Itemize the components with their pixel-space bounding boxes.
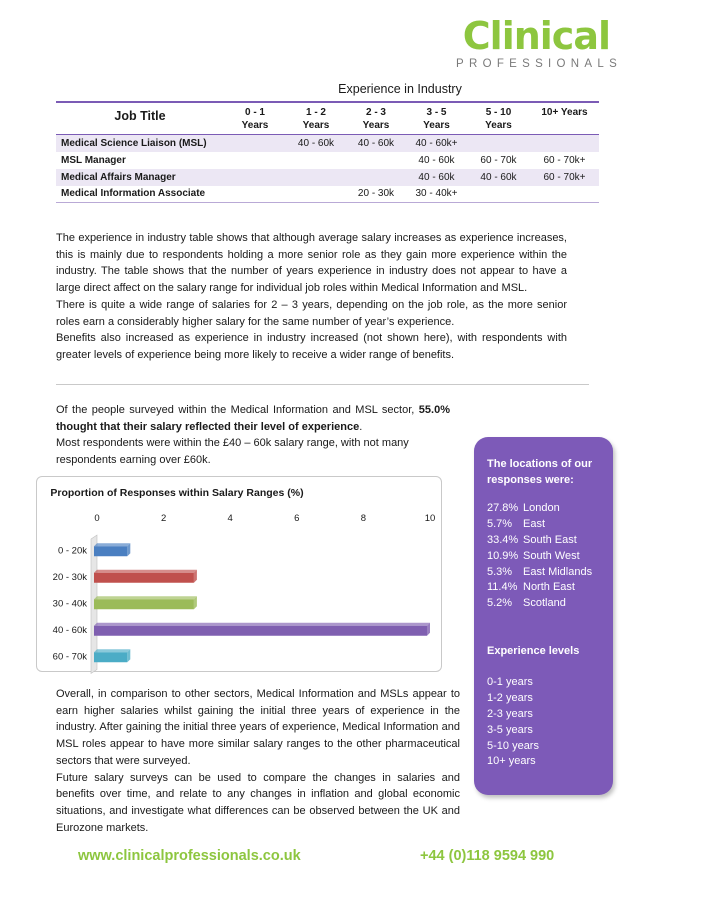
experience-table-header-row xyxy=(56,102,599,135)
survey-line-2: Most respondents were within the £40 – 60k salary range, with not many respondents earning over £60k. xyxy=(56,437,409,467)
experience-item xyxy=(487,754,709,770)
column-header: 2 - 3 Years xyxy=(362,107,390,131)
experience-years: 1-2 years xyxy=(487,691,533,704)
intro-paragraph: There is quite a wide range of salaries for 2 – 3 years, depending on the job role, as the more senior roles earn a considerably higher salary for the same number of year’s experience. xyxy=(56,298,567,328)
brand-tagline: PROFESSIONALS xyxy=(456,58,623,70)
column-header: 1 - 2 Years xyxy=(302,107,330,131)
experience-pct: 11.1% xyxy=(678,707,709,720)
experience-pct: 16.7% xyxy=(677,739,709,752)
y-tick-label: 30 - 40k xyxy=(52,598,87,610)
salary-cell: 40 - 60k xyxy=(346,135,406,152)
experience-item xyxy=(487,707,709,723)
column-header: 0 - 1 Years xyxy=(241,107,269,131)
bar-top-face xyxy=(94,543,130,546)
bar-60-70k xyxy=(94,652,127,662)
location-item xyxy=(487,549,602,565)
bar-40-60k xyxy=(94,626,427,636)
x-tick-label: 4 xyxy=(227,513,233,524)
location-place: North East xyxy=(523,581,575,594)
location-pct: 10.9% xyxy=(487,549,519,562)
table-row xyxy=(56,135,599,152)
salary-cell xyxy=(467,135,530,152)
overall-paragraph: Overall, in comparison to other sectors, Medical Information and MSLs appear to earn higher salaries whilst gaining the initial three years of experience in the industry. After gaining the initial three years of experience, Medical Information and MSL roles appear to have more similar salary ranges to the other pharmaceutical sectors that were surveyed. xyxy=(56,688,460,767)
location-item xyxy=(487,565,602,581)
job-title-cell: Medical Affairs Manager xyxy=(56,169,224,186)
y-tick-label: 20 - 30k xyxy=(52,571,87,583)
salary-cell: 20 - 30k xyxy=(357,188,395,200)
intro-text xyxy=(56,230,567,364)
table-row xyxy=(56,152,599,169)
survey-line-1: Of the people surveyed within the Medical Information and MSL sector, xyxy=(56,404,415,416)
experience-heading: Experience levels xyxy=(487,645,580,657)
location-item xyxy=(487,580,602,596)
location-pct: 5.3% xyxy=(487,565,513,578)
bar-top-face xyxy=(94,570,197,573)
experience-pct: 33.8% xyxy=(677,723,709,736)
location-place: Scotland xyxy=(523,597,566,610)
chart-canvas xyxy=(37,477,443,673)
chart-title: Proportion of Responses within Salary Ranges (%) xyxy=(50,487,304,499)
column-header: 3 - 5 Years xyxy=(423,107,450,131)
experience-item xyxy=(487,723,709,739)
job-title-cell: Medical Information Associate xyxy=(61,188,206,200)
survey-highlight-end: . xyxy=(359,420,363,433)
salary-cell: 40 - 60k+ xyxy=(406,135,467,152)
intro-paragraph: Benefits also increased as experience in industry increased (not shown here), with respondents with greater levels of experience being more likely to receive a wider range of benefits. xyxy=(56,332,567,361)
experience-item xyxy=(487,739,709,755)
job-title-header: Job Title xyxy=(114,109,166,123)
experience-pct: 10.9% xyxy=(677,691,709,704)
location-item xyxy=(487,501,602,517)
footer-website-link[interactable]: www.clinicalprofessionals.co.uk xyxy=(78,848,301,864)
experience-table xyxy=(56,101,599,203)
salary-cell xyxy=(224,135,286,152)
experience-years: 5-10 years xyxy=(487,739,539,752)
experience-list xyxy=(487,675,709,770)
x-tick-label: 2 xyxy=(160,513,167,524)
salary-cell xyxy=(224,152,286,169)
location-place: South West xyxy=(523,549,580,562)
experience-item xyxy=(487,675,709,691)
x-tick-label: 8 xyxy=(360,513,367,524)
bar-top-face xyxy=(94,649,130,652)
location-pct: 5.7% xyxy=(487,517,513,530)
location-item xyxy=(487,533,602,549)
job-title-cell: Medical Science Liaison (MSL) xyxy=(56,135,224,152)
y-tick-label: 0 - 20k xyxy=(57,545,87,557)
overall-text xyxy=(56,686,460,836)
salary-cell: 40 - 60k xyxy=(286,135,346,152)
brand-name: Clinical xyxy=(462,14,610,58)
section-divider xyxy=(56,384,589,385)
location-pct: 33.4% xyxy=(487,533,519,546)
experience-years: 3-5 years xyxy=(487,723,533,736)
location-place: South East xyxy=(523,533,577,546)
location-item xyxy=(487,517,602,533)
salary-cell xyxy=(530,186,599,203)
bar-top-face xyxy=(94,596,197,599)
experience-pct: 16.0% xyxy=(677,676,709,688)
table-row xyxy=(56,186,599,203)
x-tick-label: 10 xyxy=(424,513,436,524)
salary-cell: 30 - 40k+ xyxy=(415,188,458,200)
salary-cell xyxy=(467,186,530,203)
bar-20-30k xyxy=(94,573,194,583)
salary-cell xyxy=(530,135,599,152)
experience-pct: 11.6% xyxy=(678,755,709,768)
salary-cell: 40 - 60k xyxy=(467,169,530,186)
experience-item xyxy=(487,691,709,707)
location-item xyxy=(487,596,602,612)
survey-paragraph xyxy=(56,402,450,435)
salary-cell: 60 - 70k xyxy=(480,154,517,166)
location-pct: 27.8% xyxy=(487,502,519,514)
salary-cell xyxy=(286,186,346,203)
intro-paragraph: The experience in industry table shows that although average salary increases as experience increases, this is mainly due to respondents holding a more senior role as they gain more experience within the industry. The table shows that the number of years experience in industry does not appear to have a large direct affect on the salary range for individual job roles within Medical Information and MSL. xyxy=(56,232,567,295)
salary-cell xyxy=(224,186,286,203)
y-tick-label: 40 - 60k xyxy=(52,624,87,636)
location-place: East Midlands xyxy=(523,565,593,578)
location-place: London xyxy=(523,502,560,514)
overall-paragraph: Future salary surveys can be used to compare the changes in salaries and benefits over time, and relate to any changes in inflation and global economic situations, and investigate what differences can be observed between the UK and Eurozone markets. xyxy=(56,771,460,834)
salary-cell xyxy=(224,169,286,186)
column-header: 5 - 10 Years xyxy=(485,107,512,131)
survey-text xyxy=(56,402,450,469)
location-pct: 5.2% xyxy=(487,597,513,610)
table-row xyxy=(56,169,599,186)
bar-30-40k xyxy=(94,599,194,609)
location-place: East xyxy=(523,517,546,530)
stats-sidebar xyxy=(474,437,709,795)
salary-cell: 40 - 60k xyxy=(406,169,467,186)
experience-years: 2-3 years xyxy=(487,707,533,720)
salary-cell xyxy=(286,152,346,169)
x-tick-label: 6 xyxy=(294,513,300,524)
experience-years: 0-1 years xyxy=(487,676,533,688)
salary-cell: 40 - 60k xyxy=(418,154,455,166)
salary-range-chart xyxy=(36,476,442,672)
y-tick-label: 60 - 70k xyxy=(52,651,87,663)
salary-cell: 60 - 70k+ xyxy=(530,169,599,186)
salary-cell xyxy=(286,169,346,186)
job-title-cell: MSL Manager xyxy=(61,154,126,166)
survey-highlight: 55.0% thought that their salary reflected their level of experience xyxy=(56,404,450,433)
location-pct: 11.4% xyxy=(487,581,518,594)
experience-table-title: Experience in Industry xyxy=(338,82,462,96)
locations-heading: The locations of our responses were: xyxy=(487,458,593,486)
brand-logo xyxy=(452,14,623,70)
salary-cell: 60 - 70k+ xyxy=(543,154,586,166)
salary-cell xyxy=(346,169,406,186)
experience-years: 10+ years xyxy=(487,755,536,768)
salary-cell xyxy=(346,152,406,169)
x-tick-label: 0 xyxy=(94,513,100,524)
footer-phone: +44 (0)118 9594 990 xyxy=(420,848,555,864)
column-header: 10+ Years xyxy=(541,107,588,118)
locations-list xyxy=(487,501,602,612)
bar-top-face xyxy=(94,623,430,626)
bar-0-20k xyxy=(94,546,127,556)
